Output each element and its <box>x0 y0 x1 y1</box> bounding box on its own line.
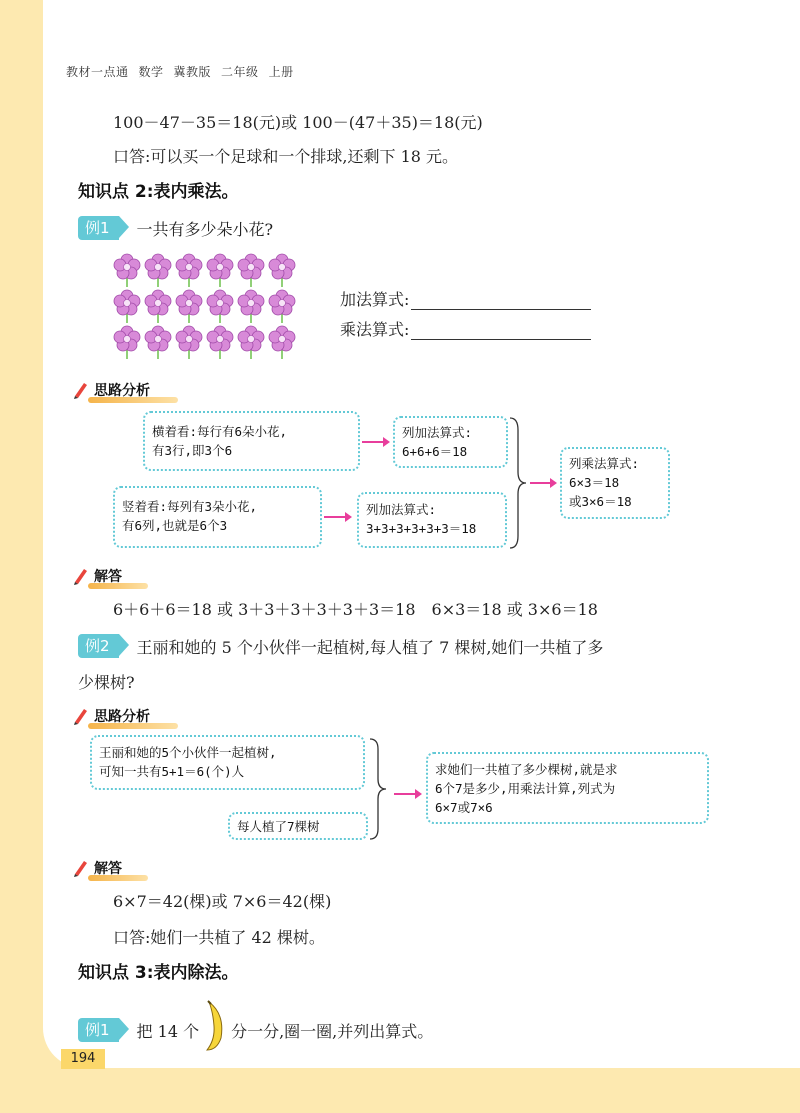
example-3-row <box>78 1008 433 1052</box>
box-row-addition <box>393 416 508 468</box>
example-3-text-after: 分一分,圈一圈,并列出算式。 <box>231 1021 434 1041</box>
example-3-tag: 例1 <box>78 1018 119 1042</box>
addition-label: 加法算式: <box>340 290 410 309</box>
pencil-icon <box>72 859 88 877</box>
box-row-view-line-1: 横着看:每行有6朵小花, <box>152 424 288 439</box>
pencil-icon <box>72 381 88 399</box>
box-multiplication-line-2: 6×3＝18 <box>569 475 620 490</box>
answer-line-top: 口答:可以买一个足球和一个排球,还剩下 18 元。 <box>113 147 459 166</box>
example-3-text-before: 把 14 个 <box>136 1021 200 1041</box>
header-book: 教材一点通 <box>66 65 129 79</box>
example-2-question-line-1: 王丽和她的 5 个小伙伴一起植树,每人植了 7 棵树,她们一共植了多 <box>136 637 604 657</box>
brace-icon <box>368 737 390 841</box>
flower-row-3 <box>114 326 295 359</box>
box-people-count <box>90 735 365 790</box>
box-column-view-line-1: 竖着看:每列有3朵小花, <box>122 499 258 514</box>
box-column-addition <box>357 492 507 548</box>
flower-row-1 <box>114 254 295 287</box>
box-row-addition-line-1: 列加法算式: <box>402 425 473 440</box>
box-row-view <box>143 411 360 471</box>
solution-2-calc: 6×7＝42(棵)或 7×6＝42(棵) <box>113 892 332 911</box>
box-conclusion <box>426 752 709 824</box>
knowledge-point-3-title: 知识点 3:表内除法。 <box>78 963 239 983</box>
example-1-question: 一共有多少朵小花? <box>136 219 274 239</box>
example-2-question-line-2: 少棵树? <box>78 673 135 692</box>
solution-2-answer: 口答:她们一共植了 42 棵树。 <box>113 928 325 947</box>
box-column-addition-line-1: 列加法算式: <box>366 502 437 517</box>
page-edge-band <box>0 0 43 1113</box>
banana-icon <box>201 1000 227 1052</box>
box-multiplication <box>560 447 670 519</box>
arrow-right-icon <box>530 482 555 484</box>
header-term: 上册 <box>268 65 294 79</box>
arrow-right-icon <box>394 793 420 795</box>
arrow-right-icon <box>362 441 388 443</box>
running-header <box>66 63 304 80</box>
box-column-view <box>113 486 322 548</box>
box-row-view-line-2: 有3行,即3个6 <box>152 443 233 458</box>
addition-answer-blank[interactable] <box>411 291 591 310</box>
multiplication-label: 乘法算式: <box>340 320 410 339</box>
analysis-2-title: 思路分析 <box>94 709 150 725</box>
solution-1-text: 6＋6＋6＝18 或 3＋3＋3＋3＋3＋3＝18 6×3＝18 或 3×6＝18 <box>113 600 598 619</box>
pencil-icon <box>72 567 88 585</box>
flower-grid-illustration <box>110 250 305 365</box>
arrow-right-icon <box>324 516 350 518</box>
analysis-2-heading <box>72 706 150 726</box>
solution-2-heading <box>72 858 122 878</box>
box-trees-each-line: 每人植了7棵树 <box>237 819 320 834</box>
analysis-1-heading <box>72 380 150 400</box>
calc-line-top: 100－47－35＝18(元)或 100－(47＋35)＝18(元) <box>113 113 483 132</box>
solution-1-heading <box>72 566 122 586</box>
header-subject: 数学 <box>138 65 164 79</box>
flower-row-2 <box>114 290 295 323</box>
pencil-icon <box>72 707 88 725</box>
multiplication-blank-row <box>340 317 591 340</box>
knowledge-point-2-title: 知识点 2:表内乘法。 <box>78 182 239 202</box>
analysis-1-title: 思路分析 <box>94 383 150 399</box>
solution-1-title: 解答 <box>94 569 122 585</box>
header-grade: 二年级 <box>221 65 259 79</box>
example-2-tag: 例2 <box>78 634 119 658</box>
page-number: 194 <box>61 1049 105 1069</box>
solution-2-title: 解答 <box>94 861 122 877</box>
box-conclusion-line-2: 6个7是多少,用乘法计算,列式为 <box>435 781 616 796</box>
box-conclusion-line-1: 求她们一共植了多少棵树,就是求 <box>435 762 618 777</box>
box-people-count-line-1: 王丽和她的5个小伙伴一起植树, <box>99 745 277 760</box>
box-people-count-line-2: 可知一共有5+1＝6(个)人 <box>99 764 245 779</box>
box-multiplication-line-3: 或3×6＝18 <box>569 494 632 509</box>
multiplication-answer-blank[interactable] <box>411 321 591 340</box>
addition-blank-row <box>340 287 591 310</box>
box-multiplication-line-1: 列乘法算式: <box>569 456 640 471</box>
box-column-view-line-2: 有6列,也就是6个3 <box>122 518 228 533</box>
header-edition: 冀教版 <box>173 65 212 79</box>
example-2-row <box>78 634 603 658</box>
example-1-tag: 例1 <box>78 216 119 240</box>
brace-icon <box>508 416 530 550</box>
box-row-addition-line-2: 6+6+6＝18 <box>402 444 468 459</box>
box-column-addition-line-2: 3+3+3+3+3+3＝18 <box>366 521 477 536</box>
example-1-row <box>78 216 273 240</box>
box-trees-each <box>228 812 368 840</box>
box-conclusion-line-3: 6×7或7×6 <box>435 800 493 815</box>
